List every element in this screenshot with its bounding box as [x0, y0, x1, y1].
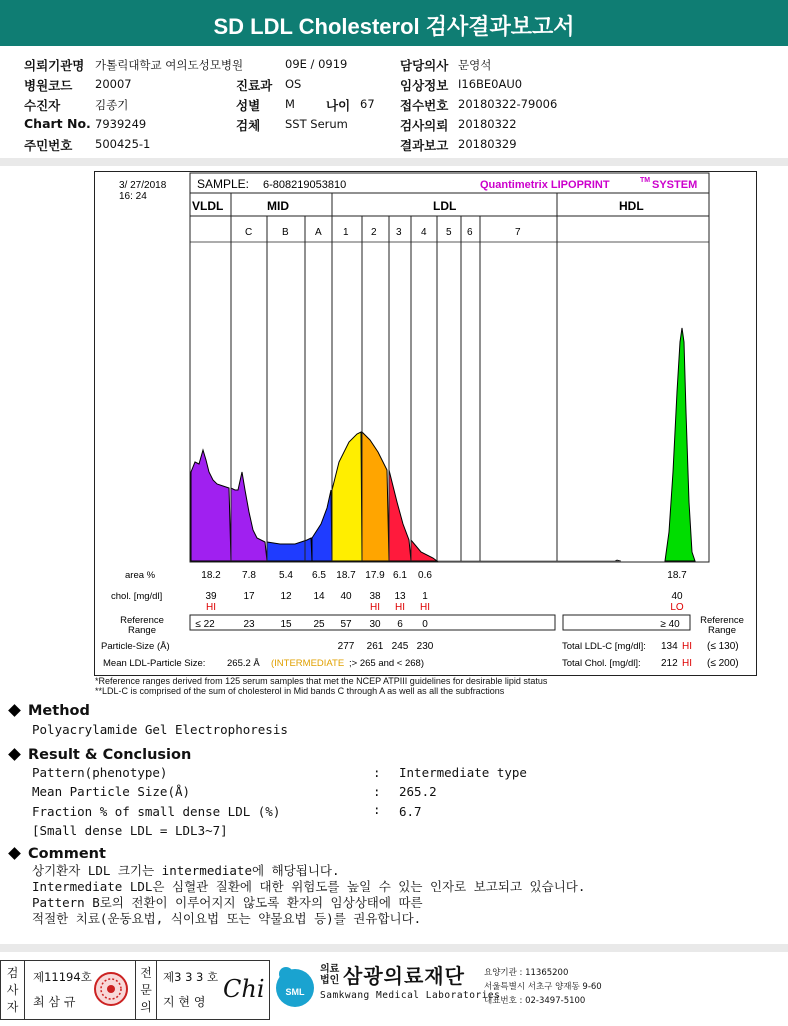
- brand-name: Quantimetrix LIPOPRINT: [480, 179, 610, 191]
- band-label: 2: [371, 227, 377, 238]
- chol-label: chol. [mg/dl]: [111, 591, 163, 602]
- examiner-license: 제11194호: [33, 970, 92, 984]
- footnotes: [95, 676, 547, 696]
- info-label: 담당의사: [400, 58, 449, 73]
- ref-values: [195, 619, 680, 630]
- group-label-ldl: LDL: [433, 199, 457, 213]
- chol-value: 38: [369, 591, 381, 602]
- hi-flag: HI: [420, 602, 430, 613]
- bullet-icon: [8, 847, 21, 860]
- mean-size-range: ;> 265 and < 268): [349, 658, 425, 669]
- org-prefix: [320, 964, 339, 986]
- mean-size-value: 265.2 Å: [227, 658, 260, 669]
- org-phone: 대표번호 : 02-3497-5100: [484, 996, 586, 1006]
- divider: [0, 158, 788, 166]
- info-value: 가톨릭대학교 여의도성모병원: [95, 58, 244, 72]
- info-value: 김종기: [95, 98, 129, 112]
- chol-flags: [206, 602, 684, 613]
- brand-suffix: SYSTEM: [652, 179, 698, 191]
- result-value: Intermediate type: [399, 765, 527, 780]
- org-code: 요양기관 : 11365200: [484, 968, 569, 978]
- result-extra: [Small dense LDL = LDL3~7]: [32, 823, 228, 838]
- signature-box: [0, 960, 270, 1020]
- info-label: Chart No.: [24, 116, 91, 131]
- examiner-tag-char: 검: [6, 966, 19, 980]
- comment-section: [10, 843, 106, 862]
- specialist-tag-char: 전: [140, 966, 152, 980]
- examiner-tag-char: 사: [6, 983, 19, 997]
- brand-tm: TM: [640, 177, 651, 184]
- logo-text: SML: [285, 987, 305, 997]
- info-label: 결과보고: [400, 138, 449, 153]
- info-value: 09E / 0919: [285, 57, 348, 71]
- total-ldl-label: Total LDL-C [mg/dl]:: [562, 641, 646, 652]
- band-label: C: [245, 227, 253, 238]
- area-values: [201, 570, 687, 581]
- band-label: 5: [446, 227, 452, 238]
- result-label: Mean Particle Size(Å): [32, 784, 191, 799]
- band-label: 4: [421, 227, 427, 238]
- band-label: A: [315, 227, 322, 238]
- comment-line: Intermediate LDL은 심혈관 질환에 대한 위험도를 높일 수 있는 인자로 보고되고 있습니다.: [32, 879, 586, 894]
- result-colon: :: [373, 765, 381, 780]
- specialist-tag: [135, 961, 157, 1019]
- vldl-peak: [191, 450, 231, 561]
- area-value: 6.1: [393, 570, 407, 581]
- ref-value: 15: [280, 619, 292, 630]
- ref-value: 25: [313, 619, 325, 630]
- info-value: 문영석: [458, 58, 492, 72]
- ref-label-1: Reference: [120, 615, 164, 626]
- comment-line: Pattern B로의 전환이 이루어지지 않도록 환자의 임상상태에 따른: [32, 895, 423, 910]
- chol-value: 12: [280, 591, 292, 602]
- print-date: 3/ 27/2018: [119, 180, 167, 191]
- info-value: 500425-1: [95, 137, 151, 151]
- total-chol-label: Total Chol. [mg/dl]:: [562, 658, 641, 669]
- comment-heading: Comment: [28, 846, 106, 862]
- info-value: M: [285, 97, 295, 111]
- particle-values: [338, 641, 434, 652]
- area-value: 18.2: [201, 570, 221, 581]
- footnote-2: **LDL-C is comprised of the sum of cholesterol in Mid bands C through A as well as all the subfractions: [95, 686, 505, 696]
- ref-label-right-2: Range: [708, 625, 736, 636]
- total-ldl-value: 134: [661, 641, 678, 652]
- chol-values: [205, 591, 683, 602]
- band-label: 3: [396, 227, 402, 238]
- mean-size-label: Mean LDL-Particle Size:: [103, 658, 206, 669]
- total-chol-range: (≤ 200): [707, 658, 739, 669]
- plot-frame: [190, 193, 709, 562]
- particle-size: 277: [337, 641, 355, 652]
- lipoprint-chart: [95, 172, 756, 675]
- lo-flag: LO: [670, 602, 684, 613]
- ref-value: 57: [340, 619, 352, 630]
- info-label: 수진자: [24, 98, 61, 113]
- info-value: 20180322: [458, 117, 517, 131]
- footer-divider: [0, 944, 788, 952]
- org-name: 삼광의료재단: [343, 964, 465, 988]
- baseline: [437, 560, 621, 561]
- info-value: OS: [285, 77, 302, 91]
- total-chol-flag: HI: [682, 658, 692, 669]
- ldl3-peak: [389, 470, 411, 561]
- result-colon: :: [373, 784, 381, 799]
- info-label: 접수번호: [400, 98, 449, 113]
- area-value: 18.7: [336, 570, 356, 581]
- info-label: 병원코드: [24, 78, 73, 93]
- hdl-area-value: 18.7: [667, 570, 687, 581]
- info-label: 진료과: [236, 78, 273, 93]
- band-label: 6: [467, 227, 473, 238]
- info-label: 검사의뢰: [400, 118, 449, 133]
- examiner-seal: [93, 971, 129, 1007]
- band-label: 7: [515, 227, 521, 238]
- mid-c-peak: [231, 472, 267, 561]
- specialist-license: 제3 3 3 호: [163, 970, 219, 984]
- ref-label-2: Range: [128, 625, 156, 636]
- lipoprint-panel: [94, 171, 757, 676]
- method-text: Polyacrylamide Gel Electrophoresis: [32, 722, 288, 737]
- comment-line: 적절한 치료(운동요법, 식이요법 또는 약물요법 등)를 권유합니다.: [32, 911, 422, 926]
- info-value: 20180329: [458, 137, 517, 151]
- chol-value: 39: [205, 591, 217, 602]
- examiner-name: 최 삼 규: [33, 995, 76, 1009]
- signature: Chi: [223, 975, 265, 1003]
- footnote-1: *Reference ranges derived from 125 serum samples that met the NCEP ATPIII guidelines for desirable lipid status: [95, 676, 548, 686]
- org-prefix-2: 법인: [320, 975, 340, 986]
- specialist-tag-char: 문: [140, 983, 152, 997]
- mid-a-peak: [312, 490, 332, 561]
- total-ldl-range: (≤ 130): [707, 641, 739, 652]
- specialist-name: 지 현 영: [163, 995, 206, 1009]
- band-label: B: [282, 227, 289, 238]
- sample-label: SAMPLE:: [197, 177, 250, 191]
- area-value: 6.5: [312, 570, 326, 581]
- info-value: 20180322-79006: [458, 97, 558, 111]
- report-title: SD LDL Cholesterol 검사결과보고서: [0, 0, 788, 48]
- area-value: 17.9: [365, 570, 385, 581]
- ref-value: 0: [422, 619, 428, 630]
- group-label-hdl: HDL: [619, 199, 644, 213]
- result-section: [10, 744, 191, 763]
- area-label: area %: [125, 570, 156, 581]
- comment-body: [32, 863, 585, 927]
- total-chol-value: 212: [661, 658, 678, 669]
- result-label: Fraction % of small dense LDL (%): [32, 804, 281, 819]
- ref-label-right-1: Reference: [700, 615, 744, 626]
- area-value: 5.4: [279, 570, 293, 581]
- info-value: SST Serum: [285, 117, 348, 131]
- result-label: Pattern(phenotype): [32, 765, 168, 780]
- hdl-peak: [665, 328, 695, 561]
- sml-logo-icon: [272, 962, 318, 1008]
- particle-size: 261: [366, 641, 384, 652]
- chol-value: 14: [313, 591, 325, 602]
- sample-id: 6-808219053810: [263, 179, 347, 191]
- result-heading: Result & Conclusion: [28, 747, 192, 763]
- mean-size-class: (INTERMEDIATE: [271, 658, 345, 669]
- org-english-name: Samkwang Medical Laboratories: [320, 990, 501, 1001]
- hi-flag: HI: [370, 602, 380, 613]
- info-value: 7939249: [95, 117, 147, 131]
- result-colon: :: [373, 802, 381, 817]
- ldl4-peak: [411, 540, 437, 561]
- ldl1-peak: [332, 432, 362, 561]
- examiner-tag: [1, 961, 25, 1019]
- result-value: 6.7: [399, 804, 422, 819]
- org-address: 서울특별시 서초구 양재동 9-60: [484, 982, 602, 992]
- ldl2-peak: [362, 432, 389, 561]
- patient-info: [0, 48, 788, 158]
- hi-flag: HI: [206, 602, 216, 613]
- examiner-tag-char: 자: [6, 1000, 19, 1014]
- area-value: 0.6: [418, 570, 432, 581]
- info-label: 의뢰기관명: [24, 58, 85, 73]
- bullet-icon: [8, 704, 21, 717]
- particle-size: 245: [391, 641, 409, 652]
- info-label: 임상정보: [400, 78, 449, 93]
- chol-value: 1: [422, 591, 428, 602]
- org-prefix-1: 의료: [320, 964, 340, 975]
- particle-label: Particle-Size (Å): [101, 641, 170, 652]
- hdl-ref-value: ≥ 40: [660, 619, 680, 630]
- print-time: 16: 24: [119, 191, 147, 202]
- bullet-icon: [8, 748, 21, 761]
- comment-line: 상기환자 LDL 크기는 intermediate에 해당됩니다.: [32, 863, 340, 878]
- method-section: [10, 700, 288, 737]
- info-label: 검체: [236, 118, 261, 133]
- ref-value: ≤ 22: [195, 619, 215, 630]
- info-label: 주민번호: [24, 138, 73, 153]
- ref-value: 30: [369, 619, 381, 630]
- area-value: 7.8: [242, 570, 256, 581]
- chol-value: 17: [243, 591, 255, 602]
- info-value: I16BE0AU0: [458, 77, 523, 91]
- age-label: 나이: [326, 98, 351, 113]
- specialist-tag-char: 의: [140, 1000, 152, 1014]
- info-value: 20007: [95, 77, 132, 91]
- total-ldl-flag: HI: [682, 641, 692, 652]
- info-label: 성별: [236, 98, 261, 113]
- particle-size: 230: [416, 641, 434, 652]
- result-value: 265.2: [399, 784, 437, 799]
- hi-flag: HI: [395, 602, 405, 613]
- hdl-chol-value: 40: [671, 591, 683, 602]
- band-label: 1: [343, 227, 349, 238]
- group-label-mid: MID: [267, 199, 289, 213]
- group-label-vldl: VLDL: [192, 199, 224, 213]
- method-heading: Method: [28, 703, 90, 719]
- age-value: 67: [360, 97, 375, 111]
- chol-value: 13: [394, 591, 406, 602]
- ref-value: 6: [397, 619, 403, 630]
- ref-value: 23: [243, 619, 255, 630]
- chol-value: 40: [340, 591, 352, 602]
